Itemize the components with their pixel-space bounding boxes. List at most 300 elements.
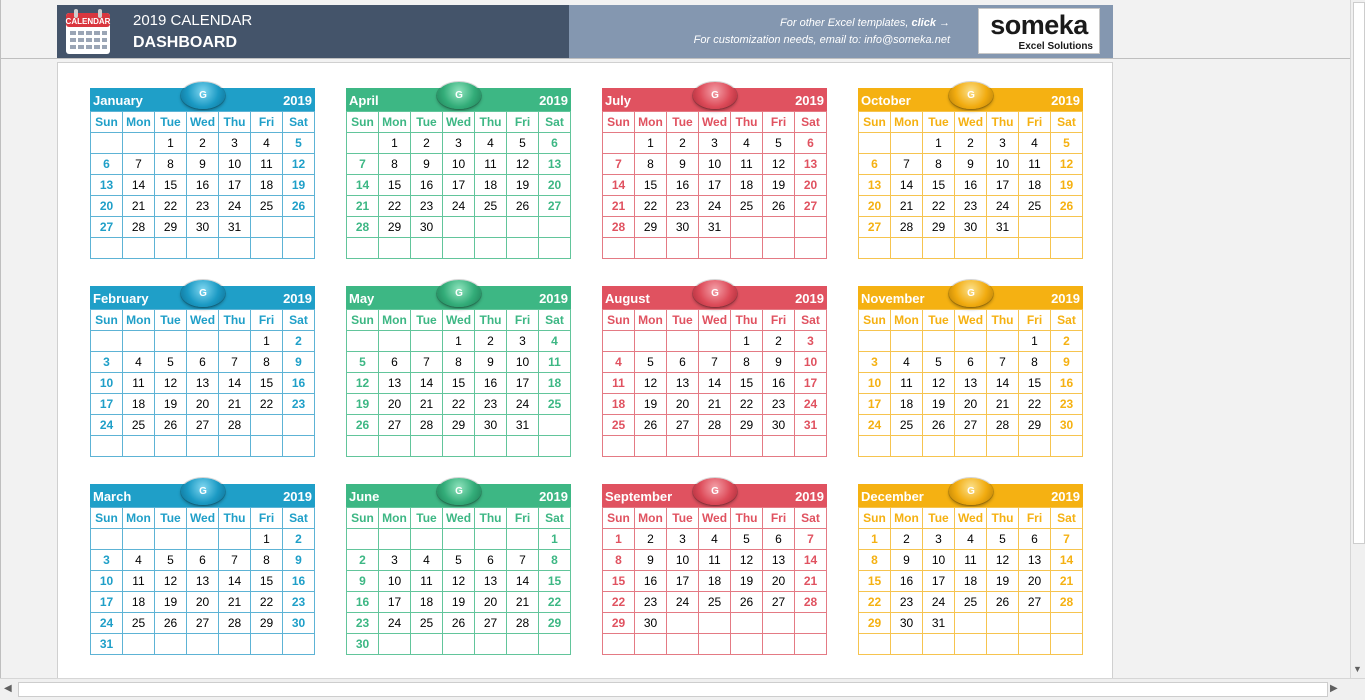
day-cell[interactable]: 10 — [667, 550, 699, 571]
day-cell[interactable]: 26 — [763, 196, 795, 217]
day-cell[interactable]: 15 — [635, 175, 667, 196]
day-cell[interactable]: 25 — [123, 415, 155, 436]
promo-line2[interactable]: For customization needs, email to: info@someka.net — [693, 34, 950, 46]
day-cell[interactable]: 12 — [731, 550, 763, 571]
day-cell[interactable]: 8 — [1019, 352, 1051, 373]
day-cell[interactable]: 11 — [731, 154, 763, 175]
day-cell[interactable]: 19 — [155, 592, 187, 613]
day-cell[interactable]: 15 — [251, 373, 283, 394]
day-cell[interactable]: 5 — [155, 352, 187, 373]
day-cell[interactable]: 18 — [603, 394, 635, 415]
day-cell[interactable]: 24 — [443, 196, 475, 217]
day-cell[interactable]: 21 — [507, 592, 539, 613]
day-cell[interactable]: 31 — [91, 634, 123, 655]
day-cell[interactable]: 21 — [1051, 571, 1083, 592]
day-cell[interactable]: 22 — [251, 592, 283, 613]
day-cell[interactable]: 18 — [251, 175, 283, 196]
day-cell[interactable]: 14 — [603, 175, 635, 196]
day-cell[interactable]: 1 — [379, 133, 411, 154]
day-cell[interactable]: 15 — [443, 373, 475, 394]
day-cell[interactable]: 30 — [411, 217, 443, 238]
day-cell[interactable]: 26 — [987, 592, 1019, 613]
day-cell[interactable]: 30 — [763, 415, 795, 436]
day-cell[interactable]: 16 — [763, 373, 795, 394]
day-cell[interactable]: 29 — [155, 217, 187, 238]
day-cell[interactable]: 4 — [539, 331, 571, 352]
day-cell[interactable]: 18 — [699, 571, 731, 592]
google-calendar-button[interactable]: G — [949, 280, 993, 307]
day-cell[interactable]: 11 — [1019, 154, 1051, 175]
day-cell[interactable]: 3 — [795, 331, 827, 352]
day-cell[interactable]: 1 — [443, 331, 475, 352]
day-cell[interactable]: 7 — [219, 352, 251, 373]
day-cell[interactable]: 12 — [987, 550, 1019, 571]
day-cell[interactable]: 1 — [603, 529, 635, 550]
day-cell[interactable]: 29 — [603, 613, 635, 634]
day-cell[interactable]: 8 — [539, 550, 571, 571]
day-cell[interactable]: 10 — [859, 373, 891, 394]
horizontal-scroll-thumb[interactable] — [18, 682, 1328, 697]
scroll-left-icon[interactable]: ◀ — [4, 683, 12, 694]
day-cell[interactable]: 5 — [283, 133, 315, 154]
day-cell[interactable]: 24 — [91, 613, 123, 634]
day-cell[interactable]: 2 — [347, 550, 379, 571]
day-cell[interactable]: 21 — [699, 394, 731, 415]
day-cell[interactable]: 28 — [123, 217, 155, 238]
day-cell[interactable]: 7 — [699, 352, 731, 373]
day-cell[interactable]: 14 — [123, 175, 155, 196]
day-cell[interactable]: 21 — [123, 196, 155, 217]
day-cell[interactable]: 20 — [187, 592, 219, 613]
day-cell[interactable]: 28 — [219, 613, 251, 634]
day-cell[interactable]: 18 — [123, 394, 155, 415]
day-cell[interactable]: 4 — [475, 133, 507, 154]
day-cell[interactable]: 27 — [859, 217, 891, 238]
day-cell[interactable]: 24 — [667, 592, 699, 613]
day-cell[interactable]: 27 — [763, 592, 795, 613]
day-cell[interactable]: 30 — [667, 217, 699, 238]
day-cell[interactable]: 10 — [91, 373, 123, 394]
day-cell[interactable]: 14 — [219, 373, 251, 394]
day-cell[interactable]: 19 — [507, 175, 539, 196]
day-cell[interactable]: 29 — [635, 217, 667, 238]
day-cell[interactable]: 23 — [283, 394, 315, 415]
day-cell[interactable]: 8 — [603, 550, 635, 571]
day-cell[interactable]: 23 — [347, 613, 379, 634]
day-cell[interactable]: 15 — [539, 571, 571, 592]
day-cell[interactable]: 1 — [1019, 331, 1051, 352]
scroll-down-icon[interactable]: ▼ — [1353, 664, 1362, 674]
day-cell[interactable]: 8 — [251, 352, 283, 373]
google-calendar-button[interactable]: G — [693, 478, 737, 505]
day-cell[interactable]: 21 — [219, 394, 251, 415]
day-cell[interactable]: 26 — [155, 613, 187, 634]
day-cell[interactable]: 4 — [603, 352, 635, 373]
day-cell[interactable]: 9 — [347, 571, 379, 592]
day-cell[interactable]: 29 — [379, 217, 411, 238]
day-cell[interactable]: 26 — [155, 415, 187, 436]
day-cell[interactable]: 22 — [379, 196, 411, 217]
day-cell[interactable]: 13 — [955, 373, 987, 394]
day-cell[interactable]: 16 — [475, 373, 507, 394]
day-cell[interactable]: 24 — [859, 415, 891, 436]
day-cell[interactable]: 5 — [1051, 133, 1083, 154]
day-cell[interactable]: 12 — [283, 154, 315, 175]
day-cell[interactable]: 26 — [1051, 196, 1083, 217]
day-cell[interactable]: 28 — [219, 415, 251, 436]
day-cell[interactable]: 13 — [475, 571, 507, 592]
day-cell[interactable]: 26 — [443, 613, 475, 634]
day-cell[interactable]: 19 — [347, 394, 379, 415]
day-cell[interactable]: 14 — [891, 175, 923, 196]
day-cell[interactable]: 25 — [731, 196, 763, 217]
day-cell[interactable]: 14 — [1051, 550, 1083, 571]
day-cell[interactable]: 9 — [283, 352, 315, 373]
day-cell[interactable]: 22 — [635, 196, 667, 217]
day-cell[interactable]: 20 — [955, 394, 987, 415]
day-cell[interactable]: 4 — [891, 352, 923, 373]
day-cell[interactable]: 6 — [1019, 529, 1051, 550]
day-cell[interactable]: 9 — [635, 550, 667, 571]
day-cell[interactable]: 10 — [443, 154, 475, 175]
day-cell[interactable]: 18 — [955, 571, 987, 592]
day-cell[interactable]: 17 — [379, 592, 411, 613]
day-cell[interactable]: 18 — [123, 592, 155, 613]
day-cell[interactable]: 17 — [667, 571, 699, 592]
day-cell[interactable]: 26 — [923, 415, 955, 436]
google-calendar-button[interactable]: G — [437, 280, 481, 307]
day-cell[interactable]: 17 — [859, 394, 891, 415]
day-cell[interactable]: 9 — [1051, 352, 1083, 373]
day-cell[interactable]: 3 — [667, 529, 699, 550]
day-cell[interactable]: 27 — [475, 613, 507, 634]
day-cell[interactable]: 11 — [603, 373, 635, 394]
day-cell[interactable]: 22 — [731, 394, 763, 415]
day-cell[interactable]: 3 — [379, 550, 411, 571]
day-cell[interactable]: 15 — [1019, 373, 1051, 394]
day-cell[interactable]: 20 — [667, 394, 699, 415]
day-cell[interactable]: 18 — [539, 373, 571, 394]
google-calendar-button[interactable]: G — [437, 478, 481, 505]
day-cell[interactable]: 6 — [795, 133, 827, 154]
day-cell[interactable]: 25 — [699, 592, 731, 613]
day-cell[interactable]: 30 — [475, 415, 507, 436]
day-cell[interactable]: 12 — [1051, 154, 1083, 175]
day-cell[interactable]: 5 — [347, 352, 379, 373]
google-calendar-button[interactable]: G — [181, 82, 225, 109]
day-cell[interactable]: 23 — [955, 196, 987, 217]
day-cell[interactable]: 19 — [155, 394, 187, 415]
day-cell[interactable]: 5 — [923, 352, 955, 373]
day-cell[interactable]: 25 — [475, 196, 507, 217]
day-cell[interactable]: 21 — [987, 394, 1019, 415]
day-cell[interactable]: 20 — [91, 196, 123, 217]
day-cell[interactable]: 13 — [91, 175, 123, 196]
day-cell[interactable]: 16 — [1051, 373, 1083, 394]
day-cell[interactable]: 7 — [987, 352, 1019, 373]
day-cell[interactable]: 2 — [187, 133, 219, 154]
day-cell[interactable]: 25 — [251, 196, 283, 217]
day-cell[interactable]: 13 — [1019, 550, 1051, 571]
day-cell[interactable]: 29 — [923, 217, 955, 238]
day-cell[interactable]: 24 — [699, 196, 731, 217]
day-cell[interactable]: 11 — [251, 154, 283, 175]
day-cell[interactable]: 10 — [91, 571, 123, 592]
day-cell[interactable]: 5 — [731, 529, 763, 550]
day-cell[interactable]: 12 — [507, 154, 539, 175]
day-cell[interactable]: 3 — [91, 352, 123, 373]
day-cell[interactable]: 23 — [635, 592, 667, 613]
google-calendar-button[interactable]: G — [437, 82, 481, 109]
day-cell[interactable]: 5 — [763, 133, 795, 154]
day-cell[interactable]: 28 — [891, 217, 923, 238]
day-cell[interactable]: 13 — [859, 175, 891, 196]
day-cell[interactable]: 20 — [1019, 571, 1051, 592]
day-cell[interactable]: 6 — [539, 133, 571, 154]
day-cell[interactable]: 8 — [443, 352, 475, 373]
day-cell[interactable]: 23 — [763, 394, 795, 415]
day-cell[interactable]: 11 — [123, 373, 155, 394]
day-cell[interactable]: 2 — [955, 133, 987, 154]
vertical-scrollbar[interactable] — [1350, 0, 1365, 678]
day-cell[interactable]: 30 — [1051, 415, 1083, 436]
someka-logo[interactable] — [978, 8, 1100, 54]
day-cell[interactable]: 10 — [923, 550, 955, 571]
day-cell[interactable]: 26 — [507, 196, 539, 217]
day-cell[interactable]: 17 — [923, 571, 955, 592]
day-cell[interactable]: 19 — [987, 571, 1019, 592]
day-cell[interactable]: 20 — [475, 592, 507, 613]
day-cell[interactable]: 15 — [603, 571, 635, 592]
day-cell[interactable]: 10 — [507, 352, 539, 373]
day-cell[interactable]: 6 — [379, 352, 411, 373]
day-cell[interactable]: 22 — [859, 592, 891, 613]
day-cell[interactable]: 8 — [923, 154, 955, 175]
day-cell[interactable]: 28 — [987, 415, 1019, 436]
day-cell[interactable]: 21 — [219, 592, 251, 613]
day-cell[interactable]: 4 — [699, 529, 731, 550]
day-cell[interactable]: 8 — [251, 550, 283, 571]
day-cell[interactable]: 4 — [955, 529, 987, 550]
day-cell[interactable]: 1 — [539, 529, 571, 550]
day-cell[interactable]: 30 — [347, 634, 379, 655]
day-cell[interactable]: 23 — [283, 592, 315, 613]
day-cell[interactable]: 14 — [411, 373, 443, 394]
day-cell[interactable]: 1 — [923, 133, 955, 154]
day-cell[interactable]: 31 — [795, 415, 827, 436]
day-cell[interactable]: 9 — [667, 154, 699, 175]
day-cell[interactable]: 2 — [635, 529, 667, 550]
day-cell[interactable]: 15 — [155, 175, 187, 196]
day-cell[interactable]: 1 — [251, 529, 283, 550]
day-cell[interactable]: 15 — [251, 571, 283, 592]
day-cell[interactable]: 31 — [923, 613, 955, 634]
day-cell[interactable]: 8 — [859, 550, 891, 571]
day-cell[interactable]: 10 — [219, 154, 251, 175]
day-cell[interactable]: 31 — [699, 217, 731, 238]
day-cell[interactable]: 27 — [187, 415, 219, 436]
day-cell[interactable]: 16 — [667, 175, 699, 196]
day-cell[interactable]: 13 — [795, 154, 827, 175]
day-cell[interactable]: 18 — [891, 394, 923, 415]
horizontal-scrollbar[interactable] — [0, 678, 1365, 700]
day-cell[interactable]: 11 — [539, 352, 571, 373]
day-cell[interactable]: 25 — [891, 415, 923, 436]
day-cell[interactable]: 3 — [507, 331, 539, 352]
day-cell[interactable]: 4 — [123, 352, 155, 373]
day-cell[interactable]: 30 — [955, 217, 987, 238]
day-cell[interactable]: 28 — [603, 217, 635, 238]
day-cell[interactable]: 3 — [699, 133, 731, 154]
day-cell[interactable]: 25 — [539, 394, 571, 415]
day-cell[interactable]: 17 — [443, 175, 475, 196]
day-cell[interactable]: 2 — [891, 529, 923, 550]
day-cell[interactable]: 19 — [923, 394, 955, 415]
day-cell[interactable]: 9 — [955, 154, 987, 175]
day-cell[interactable]: 29 — [1019, 415, 1051, 436]
day-cell[interactable]: 14 — [987, 373, 1019, 394]
day-cell[interactable]: 24 — [219, 196, 251, 217]
day-cell[interactable]: 23 — [187, 196, 219, 217]
day-cell[interactable]: 28 — [347, 217, 379, 238]
day-cell[interactable]: 6 — [667, 352, 699, 373]
day-cell[interactable]: 13 — [539, 154, 571, 175]
day-cell[interactable]: 13 — [379, 373, 411, 394]
day-cell[interactable]: 18 — [731, 175, 763, 196]
day-cell[interactable]: 17 — [987, 175, 1019, 196]
day-cell[interactable]: 17 — [91, 592, 123, 613]
day-cell[interactable]: 15 — [859, 571, 891, 592]
day-cell[interactable]: 12 — [347, 373, 379, 394]
day-cell[interactable]: 7 — [507, 550, 539, 571]
day-cell[interactable]: 13 — [763, 550, 795, 571]
day-cell[interactable]: 23 — [1051, 394, 1083, 415]
day-cell[interactable]: 9 — [283, 550, 315, 571]
day-cell[interactable]: 9 — [475, 352, 507, 373]
day-cell[interactable]: 28 — [411, 415, 443, 436]
day-cell[interactable]: 2 — [411, 133, 443, 154]
day-cell[interactable]: 29 — [731, 415, 763, 436]
day-cell[interactable]: 23 — [475, 394, 507, 415]
day-cell[interactable]: 29 — [859, 613, 891, 634]
day-cell[interactable]: 27 — [955, 415, 987, 436]
day-cell[interactable]: 22 — [251, 394, 283, 415]
google-calendar-button[interactable]: G — [949, 478, 993, 505]
day-cell[interactable]: 11 — [123, 571, 155, 592]
day-cell[interactable]: 15 — [379, 175, 411, 196]
day-cell[interactable]: 9 — [411, 154, 443, 175]
templates-link[interactable]: click → — [911, 17, 950, 29]
day-cell[interactable]: 22 — [1019, 394, 1051, 415]
day-cell[interactable]: 3 — [91, 550, 123, 571]
day-cell[interactable]: 24 — [507, 394, 539, 415]
day-cell[interactable]: 22 — [603, 592, 635, 613]
day-cell[interactable]: 22 — [155, 196, 187, 217]
day-cell[interactable]: 24 — [91, 415, 123, 436]
day-cell[interactable]: 12 — [155, 571, 187, 592]
day-cell[interactable]: 16 — [955, 175, 987, 196]
day-cell[interactable]: 14 — [219, 571, 251, 592]
day-cell[interactable]: 6 — [763, 529, 795, 550]
day-cell[interactable]: 27 — [539, 196, 571, 217]
day-cell[interactable]: 21 — [795, 571, 827, 592]
day-cell[interactable]: 19 — [283, 175, 315, 196]
day-cell[interactable]: 27 — [379, 415, 411, 436]
day-cell[interactable]: 2 — [475, 331, 507, 352]
day-cell[interactable]: 18 — [1019, 175, 1051, 196]
day-cell[interactable]: 16 — [891, 571, 923, 592]
day-cell[interactable]: 27 — [667, 415, 699, 436]
day-cell[interactable]: 12 — [443, 571, 475, 592]
day-cell[interactable]: 30 — [283, 613, 315, 634]
day-cell[interactable]: 4 — [731, 133, 763, 154]
day-cell[interactable]: 6 — [955, 352, 987, 373]
day-cell[interactable]: 8 — [731, 352, 763, 373]
day-cell[interactable]: 17 — [699, 175, 731, 196]
day-cell[interactable]: 12 — [635, 373, 667, 394]
day-cell[interactable]: 3 — [859, 352, 891, 373]
day-cell[interactable]: 7 — [411, 352, 443, 373]
day-cell[interactable]: 24 — [379, 613, 411, 634]
day-cell[interactable]: 1 — [251, 331, 283, 352]
day-cell[interactable]: 4 — [411, 550, 443, 571]
day-cell[interactable]: 10 — [699, 154, 731, 175]
day-cell[interactable]: 20 — [859, 196, 891, 217]
day-cell[interactable]: 7 — [795, 529, 827, 550]
day-cell[interactable]: 20 — [379, 394, 411, 415]
day-cell[interactable]: 10 — [795, 352, 827, 373]
day-cell[interactable]: 25 — [603, 415, 635, 436]
google-calendar-button[interactable]: G — [693, 280, 737, 307]
day-cell[interactable]: 7 — [219, 550, 251, 571]
day-cell[interactable]: 27 — [1019, 592, 1051, 613]
day-cell[interactable]: 17 — [91, 394, 123, 415]
day-cell[interactable]: 5 — [507, 133, 539, 154]
day-cell[interactable]: 30 — [891, 613, 923, 634]
day-cell[interactable]: 4 — [1019, 133, 1051, 154]
day-cell[interactable]: 8 — [635, 154, 667, 175]
day-cell[interactable]: 24 — [795, 394, 827, 415]
day-cell[interactable]: 5 — [443, 550, 475, 571]
day-cell[interactable]: 19 — [763, 175, 795, 196]
day-cell[interactable]: 24 — [923, 592, 955, 613]
day-cell[interactable]: 17 — [795, 373, 827, 394]
day-cell[interactable]: 12 — [923, 373, 955, 394]
day-cell[interactable]: 18 — [475, 175, 507, 196]
day-cell[interactable]: 4 — [251, 133, 283, 154]
day-cell[interactable]: 19 — [1051, 175, 1083, 196]
day-cell[interactable]: 14 — [347, 175, 379, 196]
day-cell[interactable]: 12 — [155, 373, 187, 394]
day-cell[interactable]: 24 — [987, 196, 1019, 217]
day-cell[interactable]: 16 — [635, 571, 667, 592]
day-cell[interactable]: 5 — [155, 550, 187, 571]
google-calendar-button[interactable]: G — [949, 82, 993, 109]
day-cell[interactable]: 20 — [763, 571, 795, 592]
day-cell[interactable]: 23 — [891, 592, 923, 613]
day-cell[interactable]: 28 — [507, 613, 539, 634]
day-cell[interactable]: 6 — [859, 154, 891, 175]
day-cell[interactable]: 6 — [91, 154, 123, 175]
day-cell[interactable]: 12 — [763, 154, 795, 175]
day-cell[interactable]: 21 — [603, 196, 635, 217]
day-cell[interactable]: 25 — [955, 592, 987, 613]
day-cell[interactable]: 26 — [347, 415, 379, 436]
day-cell[interactable]: 3 — [219, 133, 251, 154]
day-cell[interactable]: 29 — [251, 613, 283, 634]
day-cell[interactable]: 27 — [795, 196, 827, 217]
day-cell[interactable]: 1 — [635, 133, 667, 154]
